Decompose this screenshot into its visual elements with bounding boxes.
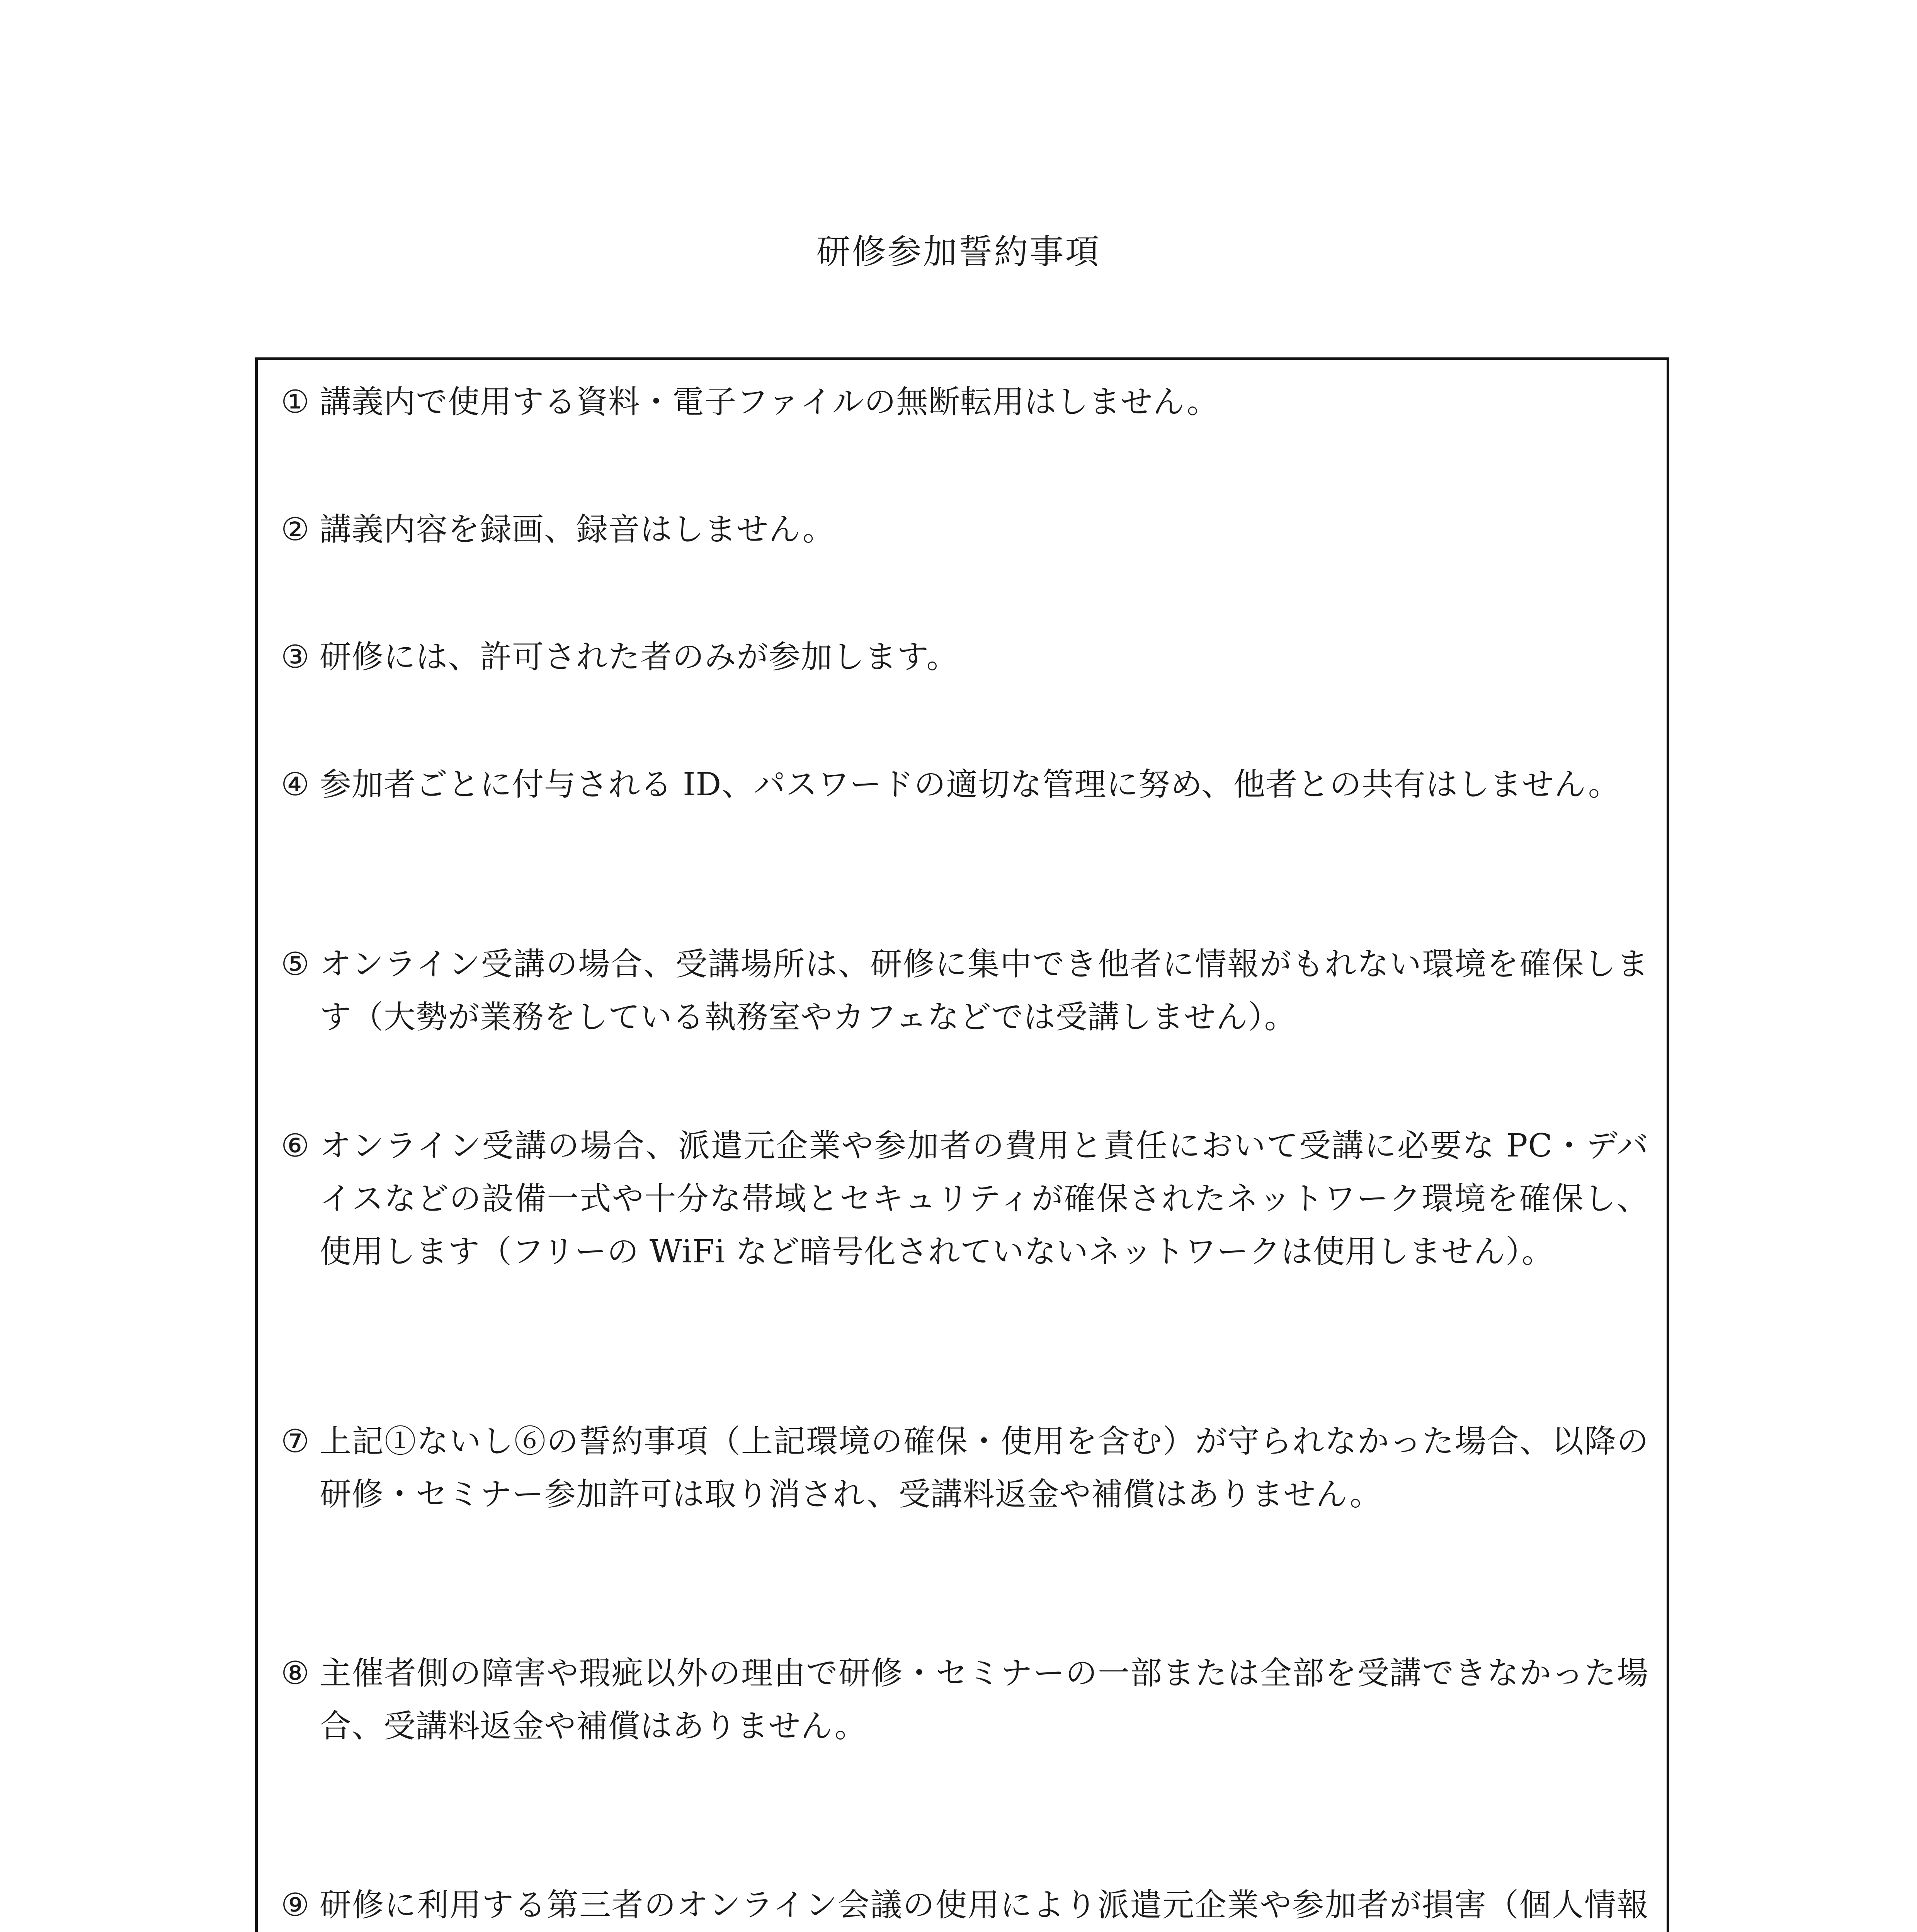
pledge-text: 研修に利用する第三者のオンライン会議の使用により派遣元企業や参加者が損害（個人情報 <box>320 1887 1649 1923</box>
pledge-item-8 <box>281 1647 1649 1753</box>
pledge-text: 主催者側の障害や瑕疵以外の理由で研修・セミナーの一部または全部を受講できなかった場合、受講料返金や補償はありません。 <box>320 1655 1649 1745</box>
pledge-number: ⑥ <box>281 1128 310 1164</box>
pledge-item-2 <box>281 503 1649 556</box>
pledge-item-3 <box>281 631 1649 684</box>
pledge-number: ⑤ <box>281 946 310 983</box>
pledge-number: ④ <box>281 766 310 803</box>
pledge-item-9 <box>281 1879 1649 1932</box>
pledge-number: ② <box>281 511 310 548</box>
pledge-item-4 <box>281 758 1649 811</box>
pledge-item-1 <box>281 376 1649 429</box>
pledge-text: オンライン受講の場合、派遣元企業や参加者の費用と責任において受講に必要な PC・デバイスなどの設備一式や十分な帯域とセキュリティが確保されたネットワーク環境を確保し、使用します（フリーの WiFi など暗号化されていないネットワークは使用しません）。 <box>320 1128 1649 1270</box>
pledge-text: 上記①ないし⑥の誓約事項（上記環境の確保・使用を含む）が守られなかった場合、以降の研修・セミナー参加許可は取り消され、受講料返金や補償はありません。 <box>320 1423 1649 1513</box>
pledge-number: ⑨ <box>281 1887 310 1923</box>
document-title: 研修参加誓約事項 <box>816 232 1101 272</box>
pledge-text: オンライン受講の場合、受講場所は、研修に集中でき他者に情報がもれない環境を確保します（大勢が業務をしている執務室やカフェなどでは受講しません）。 <box>320 946 1649 1036</box>
pledge-box <box>255 357 1669 1932</box>
pledge-text: 研修には、許可された者のみが参加します。 <box>320 639 959 675</box>
pledge-item-5 <box>281 938 1649 1044</box>
pledge-item-6 <box>281 1119 1649 1278</box>
pledge-number: ⑧ <box>281 1655 310 1692</box>
pledge-number: ⑦ <box>281 1423 310 1460</box>
pledge-text: 講義内で使用する資料・電子ファイルの無断転用はしません。 <box>320 384 1219 420</box>
pledge-item-7 <box>281 1415 1649 1521</box>
pledge-number: ③ <box>281 639 310 675</box>
pledge-number: ① <box>281 384 310 420</box>
pledge-text: 講義内容を録画、録音はしません。 <box>320 511 835 548</box>
pledge-text: 参加者ごとに付与される ID、パスワードの適切な管理に努め、他者との共有はしません。 <box>320 766 1620 803</box>
